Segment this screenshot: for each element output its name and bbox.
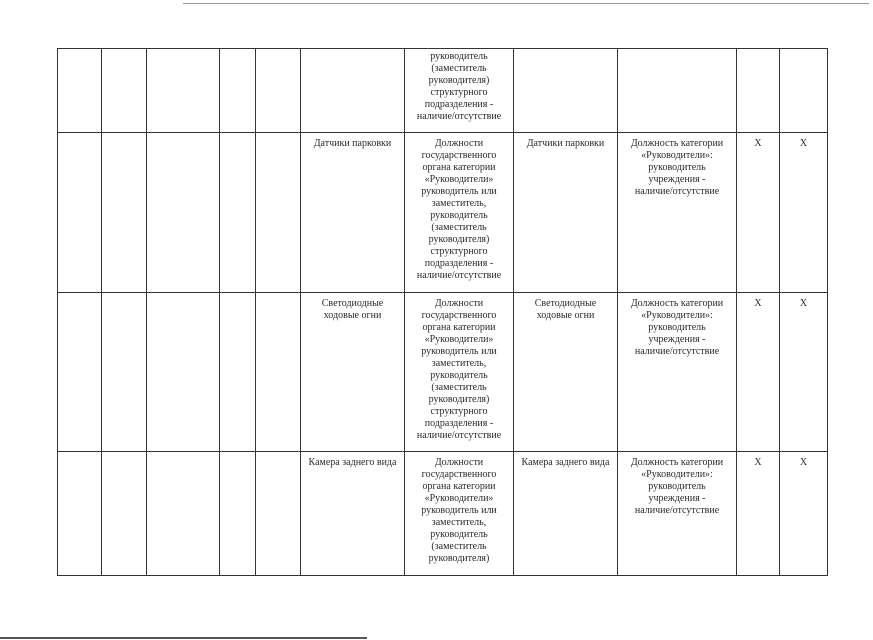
item-name-cell: [301, 49, 405, 133]
col-3-cell: [147, 293, 220, 452]
gov-position-requirement-cell: Должности государственного органа категории «Руководители» руководитель или заместитель, руководитель (заместитель руководителя) структурного подразделения - наличие/отсутствие: [405, 293, 514, 452]
col-3-cell: [147, 49, 220, 133]
mark-cell-2: X: [780, 452, 828, 576]
col-5-cell: [256, 49, 301, 133]
mark-cell-1: X: [737, 452, 780, 576]
institution-position-requirement-cell: Должность категории «Руководители»: руководитель учреждения - наличие/отсутствие: [618, 133, 737, 293]
col-4-cell: [220, 293, 256, 452]
table-body: [58, 49, 828, 576]
item-name-cell: Датчики парковки: [301, 133, 405, 293]
mark-cell-2: X: [780, 133, 828, 293]
col-1-cell: [58, 49, 102, 133]
col-4-cell: [220, 133, 256, 293]
table-row: [58, 293, 828, 452]
item-name-alt-cell: [514, 49, 618, 133]
institution-position-requirement-cell: Должность категории «Руководители»: руководитель учреждения - наличие/отсутствие: [618, 293, 737, 452]
col-4-cell: [220, 452, 256, 576]
item-name-cell: Камера заднего вида: [301, 452, 405, 576]
mark-cell-2: X: [780, 293, 828, 452]
item-name-alt-cell: Камера заднего вида: [514, 452, 618, 576]
institution-position-requirement-cell: Должность категории «Руководители»: руководитель учреждения - наличие/отсутствие: [618, 452, 737, 576]
item-name-alt-cell: Датчики парковки: [514, 133, 618, 293]
table-row: [58, 133, 828, 293]
gov-position-requirement-cell: Должности государственного органа категории «Руководители» руководитель или заместитель, руководитель (заместитель руководителя): [405, 452, 514, 576]
col-2-cell: [102, 49, 147, 133]
col-1-cell: [58, 293, 102, 452]
col-5-cell: [256, 452, 301, 576]
col-1-cell: [58, 452, 102, 576]
col-3-cell: [147, 452, 220, 576]
mark-cell-1: X: [737, 293, 780, 452]
col-2-cell: [102, 452, 147, 576]
mark-cell-2: [780, 49, 828, 133]
col-2-cell: [102, 133, 147, 293]
specification-table: [57, 48, 828, 576]
col-5-cell: [256, 293, 301, 452]
scan-edge-bottom: [0, 637, 367, 639]
mark-cell-1: X: [737, 133, 780, 293]
institution-position-requirement-cell: [618, 49, 737, 133]
item-name-cell: Светодиодные ходовые огни: [301, 293, 405, 452]
scan-edge-top: [183, 3, 869, 4]
col-4-cell: [220, 49, 256, 133]
mark-cell-1: [737, 49, 780, 133]
table-row: [58, 452, 828, 576]
gov-position-requirement-cell: руководитель (заместитель руководителя) структурного подразделения - наличие/отсутствие: [405, 49, 514, 133]
col-1-cell: [58, 133, 102, 293]
gov-position-requirement-cell: Должности государственного органа категории «Руководители» руководитель или заместитель, руководитель (заместитель руководителя) структурного подразделения - наличие/отсутствие: [405, 133, 514, 293]
item-name-alt-cell: Светодиодные ходовые огни: [514, 293, 618, 452]
table-row: [58, 49, 828, 133]
col-2-cell: [102, 293, 147, 452]
col-5-cell: [256, 133, 301, 293]
col-3-cell: [147, 133, 220, 293]
